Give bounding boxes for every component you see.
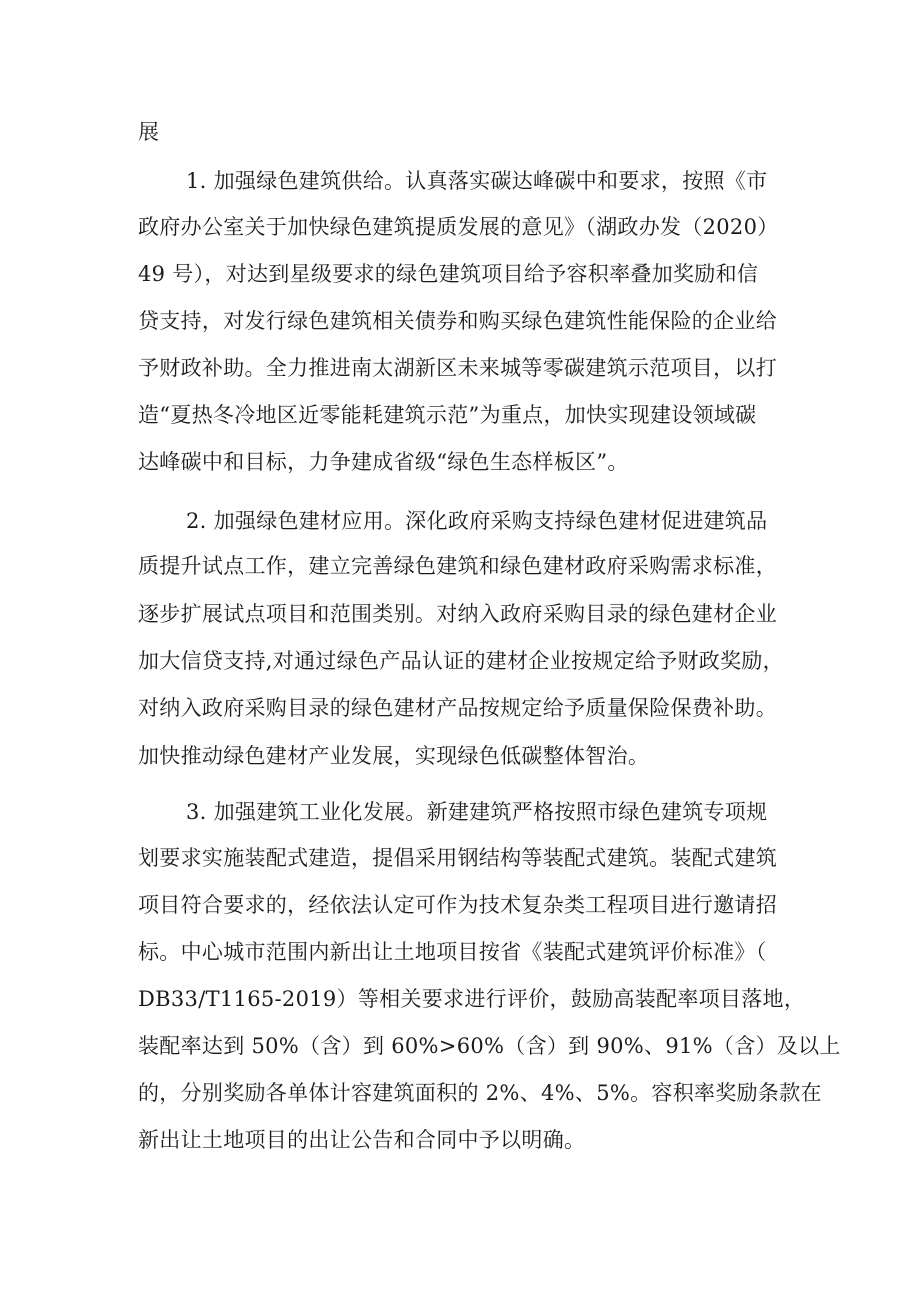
text-line: 项目符合要求的，经依法认定可作为技术复杂类工程项目进行邀请招 [138,893,777,917]
text-line: DB33/T1165-2019）等相关要求进行评价，鼓励高装配率项目落地， [138,987,806,1011]
text-line: 予财政补助。全力推进南太湖新区未来城等零碳建筑示范项目，以打 [138,356,777,380]
text-line: 的，分别奖励各单体计容建筑面积的 2%、4%、5%。容积率奖励条款在 [138,1081,822,1105]
text-line: 贷支持，对发行绿色建筑相关债券和购买绿色建筑性能保险的企业给 [138,309,777,333]
text-line: 装配率达到 50%（含）到 60%>60%（含）到 90%、91%（含）及以上 [138,1034,841,1058]
paragraph-1-heading-line: 1. 加强绿色建筑供给。认真落实碳达峰碳中和要求，按照《市 [186,169,768,193]
text-line: 新出让土地项目的出让公告和合同中予以明确。 [138,1128,586,1152]
text-line: 展 [138,120,160,144]
text-line: 政府办公室关于加快绿色建筑提质发展的意见》（湖政办发（2020） [138,215,779,239]
text-line: 造“夏热冬冷地区近零能耗建筑示范”为重点，加快实现建设领域碳 [138,403,757,427]
paragraph-3-heading-line: 3. 加强建筑工业化发展。新建建筑严格按照市绿色建筑专项规 [186,800,768,824]
text-line: 质提升试点工作，建立完善绿色建筑和绿色建材政府采购需求标准， [138,554,777,578]
text-line: 加快推动绿色建材产业发展，实现绿色低碳整体智治。 [138,744,650,768]
text-line: 逐步扩展试点项目和范围类别。对纳入政府采购目录的绿色建材企业 [138,602,777,626]
text-line: 划要求实施装配式建造，提倡采用钢结构等装配式建筑。装配式建筑 [138,846,777,870]
document-body [138,0,841,1301]
text-line: 49 号），对达到星级要求的绿色建筑项目给予容积率叠加奖励和信 [138,262,759,286]
text-line: 标。中心城市范围内新出让土地项目按省《装配式建筑评价标准》（ [138,940,767,964]
text-line: 对纳入政府采购目录的绿色建材产品按规定给予质量保险保费补助。 [138,696,777,720]
text-line: 加大信贷支持,对通过绿色产品认证的建材企业按规定给予财政奖励， [138,649,784,673]
text-line: 达峰碳中和目标，力争建成省级“绿色生态样板区”。 [138,450,629,474]
paragraph-2-heading-line: 2. 加强绿色建材应用。深化政府采购支持绿色建材促进建筑品 [186,509,768,533]
